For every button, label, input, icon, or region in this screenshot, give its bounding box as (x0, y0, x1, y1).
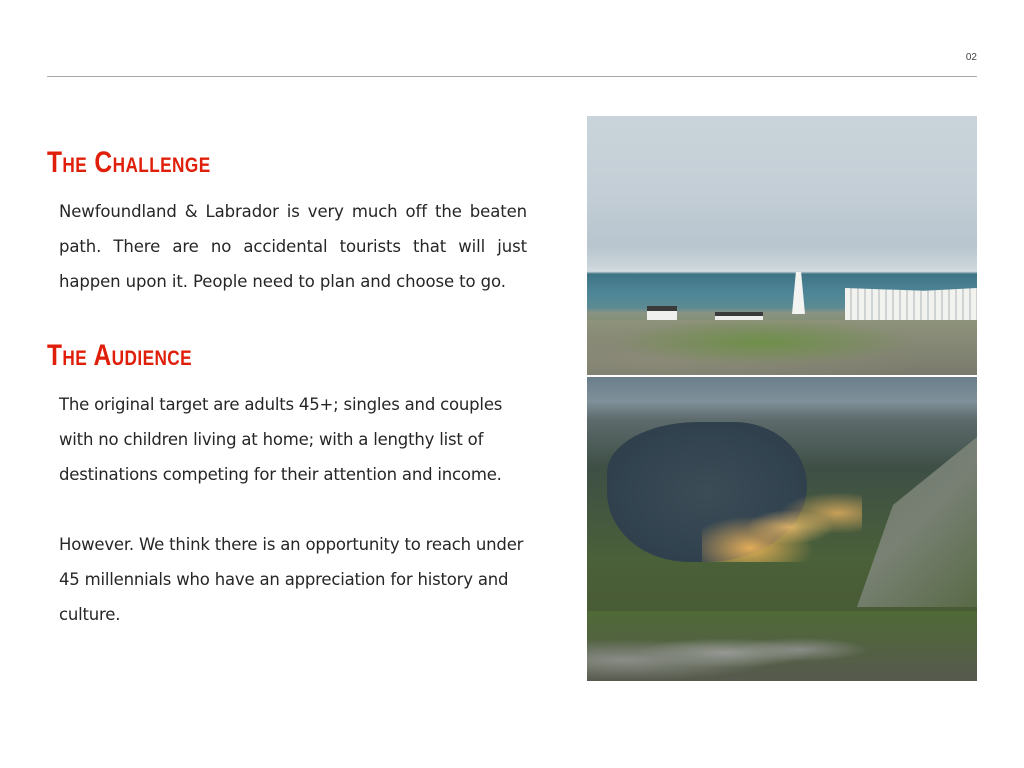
audience-body: The original target are adults 45+; singles and couples with no children living at home; with a lengthy list of destinations competing for their attention and income. (59, 395, 503, 484)
hills-shape (857, 437, 977, 607)
page-number: 02 (965, 52, 977, 63)
lighthouse-photo (587, 116, 977, 375)
lighthouse-shape (792, 272, 805, 314)
rocks-shape (587, 611, 977, 681)
village-lights-shape (702, 492, 862, 562)
header-divider (47, 76, 977, 77)
audience-heading: The Audience (47, 339, 193, 372)
opportunity-body: However. We think there is an opportunity to reach under 45 millennials who have an appreciation for history and culture. (59, 535, 524, 624)
challenge-heading: The Challenge (47, 146, 211, 179)
fjord-photo (587, 377, 977, 681)
grass-shape (587, 320, 977, 375)
challenge-body: Newfoundland & Labrador is very much off the beaten path. There are no accidental tourists that will just happen upon it. People need to plan and choose to go. (59, 202, 527, 291)
